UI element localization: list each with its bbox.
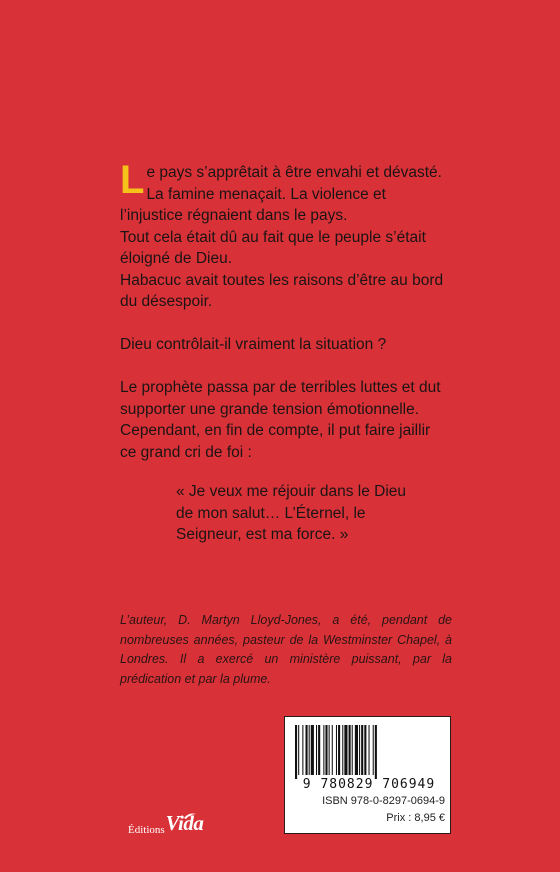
intro-line-2: La famine menaçait. La violence et l’injustice régnaient dans le pays. [120, 185, 386, 224]
barcode-bar [316, 725, 317, 775]
publisher-name: Vida [165, 811, 204, 835]
barcode-bar [302, 725, 303, 775]
barcode-bar [295, 725, 297, 779]
barcode-label [284, 716, 451, 834]
barcode-bar [361, 725, 363, 775]
publisher-logo [128, 810, 203, 836]
barcode-bar [309, 725, 310, 775]
struggle-text: Le prophète passa par de terribles luttes et dut supporter une grande tension émotionnelle. [120, 379, 441, 418]
scripture-quote: « Je veux me réjouir dans le Dieu de mon salut… L’Éternel, le Seigneur, est ma force. » [176, 483, 407, 543]
question-text: Dieu contrôlait-il vraiment la situation ? [120, 336, 387, 353]
author-bio: L’auteur, D. Martyn Lloyd-Jones, a été, pendant de nombreuses années, pasteur de la Westminster Chapel, à Londres. Il a exercé un ministère puissant, par la prédication et par la plume. [120, 613, 452, 686]
spacer [120, 313, 450, 335]
barcode-bar [352, 725, 353, 775]
price-text: Prix : 8,95 € [386, 812, 445, 824]
barcode-bar [373, 725, 374, 775]
barcode-bar [306, 725, 308, 775]
barcode-bar [359, 725, 360, 775]
barcode-bar [318, 725, 320, 775]
outcome-text: Cependant, en fin de compte, il put faire jaillir ce grand cri de foi : [120, 422, 431, 461]
barcode-bar [329, 725, 330, 775]
barcode-bar [369, 725, 370, 775]
intro-line-3: Tout cela était dû au fait que le peuple s’était éloigné de Dieu. [120, 228, 426, 267]
barcode-bar [332, 725, 333, 775]
barcode-bars [293, 725, 443, 779]
barcode-bar [355, 725, 358, 775]
intro-line-4: Habacuc avait toutes les raisons d’être au bord du désespoir. [120, 271, 444, 310]
barcode-bar [342, 725, 343, 775]
barcode-bar [325, 725, 327, 775]
intro-line-1: e pays s’apprêtait à être envahi et dévasté. [146, 164, 442, 181]
isbn-text: ISBN 978-0-8297-0694-9 [322, 795, 445, 807]
drop-cap: L [120, 158, 145, 202]
barcode-bar [336, 725, 337, 775]
publisher-swoosh-icon [183, 812, 197, 820]
spacer [120, 356, 450, 378]
barcode-bar [323, 725, 324, 775]
barcode-bar [375, 725, 377, 779]
barcode-bar [349, 725, 351, 775]
barcode-bar [298, 725, 299, 775]
barcode-digits: 9 780829 706949 [302, 777, 436, 792]
blurb-text [120, 158, 450, 546]
intro-paragraph [120, 158, 450, 313]
barcode-bar [338, 725, 340, 775]
barcode-bar [364, 725, 366, 775]
publisher-prefix: Éditions [128, 824, 165, 836]
barcode-bar [311, 725, 314, 775]
barcode-bar [344, 725, 347, 775]
